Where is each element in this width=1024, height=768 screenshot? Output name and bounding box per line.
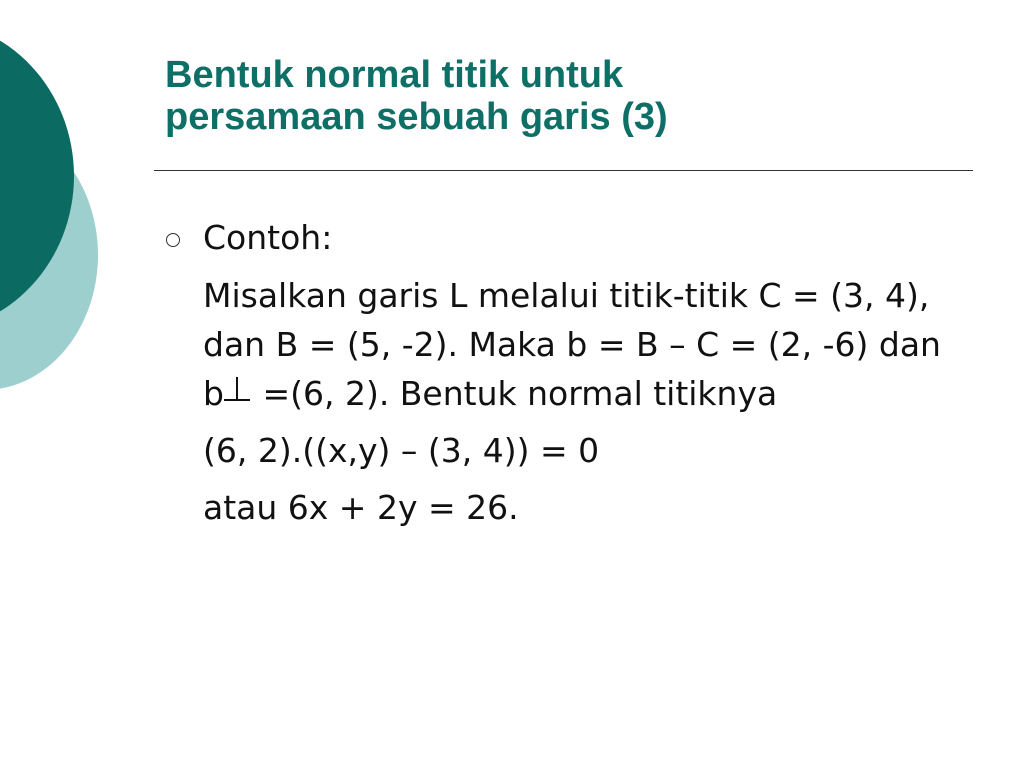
equation-line-1: (6, 2).((x,y) – (3, 4)) = 0: [203, 431, 600, 470]
slide-title-line-2: persamaan sebuah garis (3): [165, 96, 668, 138]
example-paragraph: [203, 271, 953, 418]
title-divider: [154, 170, 973, 171]
slide-body: [165, 212, 965, 532]
slide-title-line-1: Bentuk normal titik untuk: [165, 54, 624, 96]
bullet-item: [165, 212, 965, 266]
perpendicular-icon: [224, 377, 252, 407]
hollow-circle-bullet-icon: [166, 233, 180, 247]
example-text-part-2: =(6, 2). Bentuk normal titiknya: [251, 374, 778, 413]
example-text-part-1: Misalkan garis L melalui titik-titik C = (3, 4), dan B = (5, -2). Maka b = B – C = (2, -6) dan b: [203, 276, 941, 413]
equation-line-2: atau 6x + 2y = 26.: [203, 488, 519, 527]
slide-title: [165, 54, 965, 138]
bullet-heading: Contoh:: [203, 218, 333, 257]
